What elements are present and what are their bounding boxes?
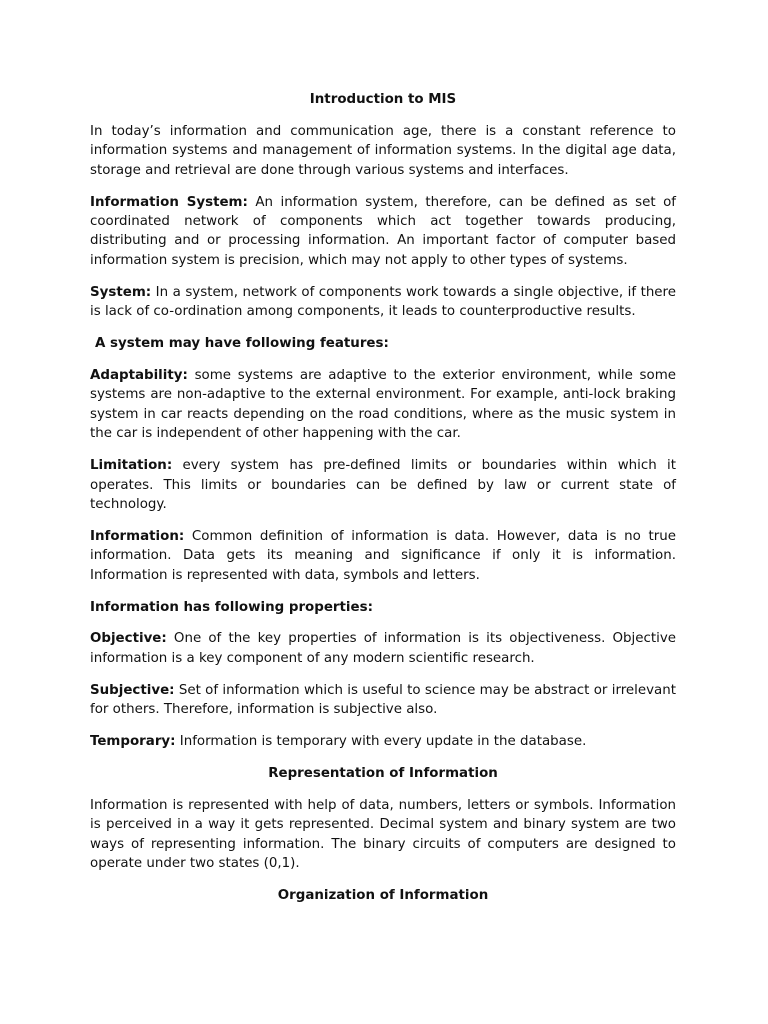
information-system-paragraph (90, 193, 676, 271)
subjective-paragraph (90, 681, 676, 720)
subjective-term: Subjective: (90, 682, 175, 698)
information-term: Information: (90, 528, 185, 544)
limitation-text: every system has pre-defined limits or boundaries within which it operates. This limits or boundaries can be defined by law or current state of technology. (90, 458, 676, 512)
adaptability-text: some systems are adaptive to the exterior environment, while some systems are non-adaptive to the external environment. For example, anti-lock braking system in car reacts depending on the road conditions, where as the music system in the car is independent of other happening with the car. (90, 367, 676, 442)
information-system-text: An information system, therefore, can be defined as set of coordinated network of components which act together towards producing, distributing and or processing information. An important factor of computer based information system is precision, which may not apply to other types of systems. (90, 194, 676, 268)
adaptability-paragraph (90, 366, 676, 444)
subjective-text: Set of information which is useful to science may be abstract or irrelevant for others. Therefore, information is subjective also. (90, 682, 676, 718)
temporary-term: Temporary: (90, 734, 176, 750)
properties-heading: Information has following properties: (90, 599, 373, 615)
system-paragraph (90, 283, 676, 322)
document-page (90, 90, 676, 918)
objective-paragraph (90, 629, 676, 668)
objective-text: One of the key properties of information is its objectiveness. Objective information is a key component of any modern scientific research. (90, 631, 676, 666)
system-term: System: (90, 284, 152, 300)
adaptability-term: Adaptability: (90, 367, 188, 383)
information-text: Common definition of information is data. However, data is no true information. Data gets its meaning and significance if only it is information. Information is represented with data, symbols and letters. (90, 528, 676, 583)
limitation-paragraph (90, 456, 676, 514)
features-heading: A system may have following features: (95, 336, 389, 352)
temporary-text: Information is temporary with every update in the database. (175, 734, 587, 750)
intro-paragraph: In today’s information and communication age, there is a constant reference to information systems and management of information systems. In the digital age data, storage and retrieval are done through various systems and interfaces. (90, 123, 676, 178)
system-text: In a system, network of components work towards a single objective, if there is lack of co-ordination among components, it leads to counterproductive results. (90, 284, 676, 320)
document-title: Introduction to MIS (309, 92, 457, 107)
objective-term: Objective: (90, 631, 167, 647)
limitation-term: Limitation: (90, 458, 173, 474)
information-system-term: Information System: (90, 194, 248, 210)
representation-paragraph: Information is represented with help of data, numbers, letters or symbols. Information is perceived in a way it gets represented. Decimal system and binary system are two ways of representing information. The binary circuits of computers are designed to operate under two states (0,1). (90, 797, 676, 872)
temporary-paragraph (90, 732, 676, 751)
organization-heading: Organization of Information (277, 888, 489, 903)
information-paragraph (90, 527, 676, 585)
representation-heading: Representation of Information (268, 765, 498, 781)
